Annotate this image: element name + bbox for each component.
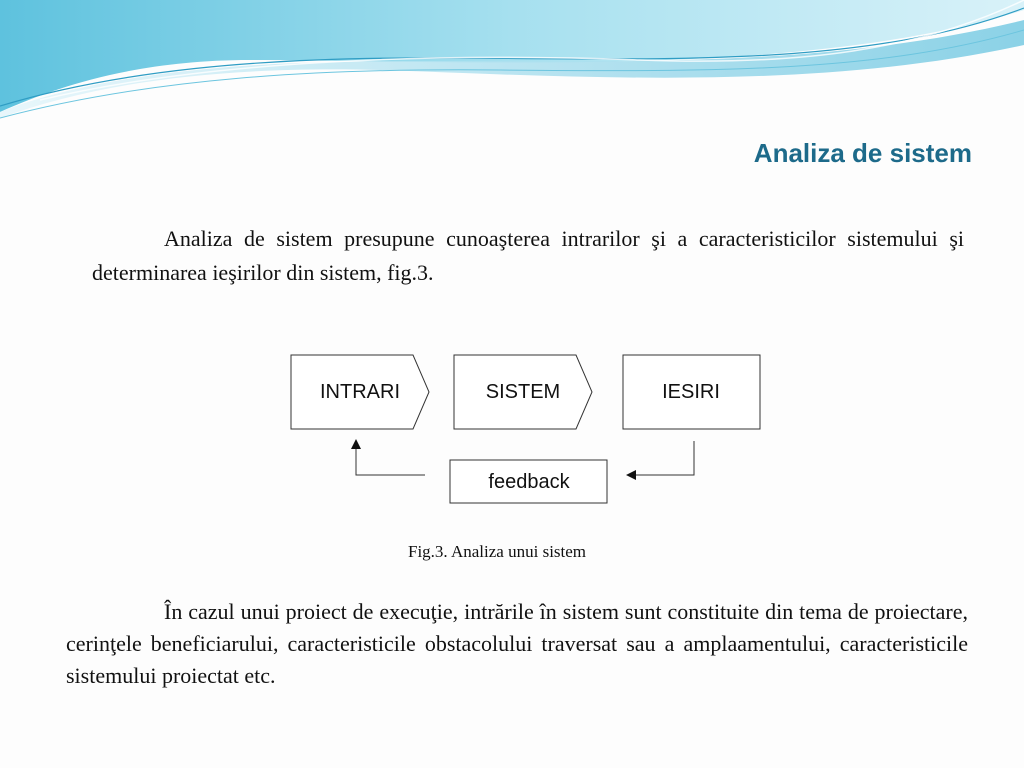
detail-paragraph xyxy=(66,596,968,692)
arrow-iesiri-to-feedback xyxy=(628,441,694,475)
arrow-feedback-to-intrari xyxy=(356,441,425,475)
figure-caption: Fig.3. Analiza unui sistem xyxy=(408,542,587,561)
intro-paragraph-text: Analiza de sistem presupune cunoaşterea intrarilor şi a caracteristicilor sistemului şi determinarea ieşirilor din sistem, fig.3. xyxy=(92,226,964,285)
detail-paragraph-text: În cazul unui proiect de execuţie, intrările în sistem sunt constituite din tema de proiectare, cerinţele beneficiarului, caracteristicile obstacolului traversat sau a amplaamentului, caracteristicile sistemului proiectat etc. xyxy=(66,599,968,688)
label-iesiri: IESIRI xyxy=(662,381,720,403)
label-intrari: INTRARI xyxy=(320,381,400,403)
label-feedback: feedback xyxy=(488,471,570,493)
slide-title: Analiza de sistem xyxy=(753,138,972,168)
label-sistem: SISTEM xyxy=(485,381,561,403)
